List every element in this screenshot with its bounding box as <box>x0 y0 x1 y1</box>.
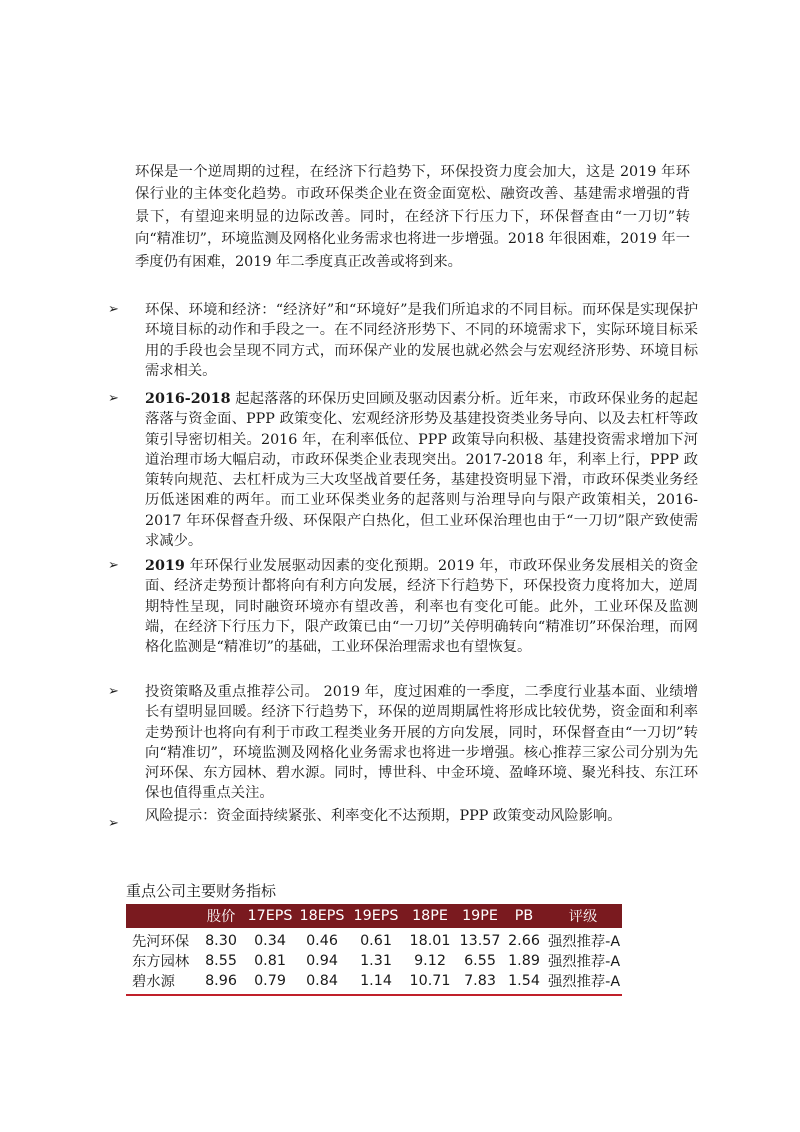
bullet-text <box>145 389 698 551</box>
bullet-text: 投资策略及重点推荐公司。 2019 年，度过困难的一季度，二季度行业基本面、业绩增长有望明显回暖。经济下行趋势下，环保的逆周期属性将形成比较优势，资金面和利率走势预计也将向有利于市政工程类业务开展的方向发展，同时，环保督查由“一刀切”转向“精准切”，环境监测及网格化业务需求也将进一步增强。核心推荐三家公司分别为先河环保、东方园林、碧水源。同时，博世科、中金环境、盈峰环境、聚光科技、东江环保也值得重点关注。 <box>145 684 698 802</box>
table-row <box>126 971 622 995</box>
header-cell-pb: PB <box>504 904 544 928</box>
cell-pb: 1.89 <box>508 953 540 969</box>
header-cell-19eps: 19EPS <box>348 904 404 928</box>
bullet-bold-lead: 2019 <box>145 558 185 574</box>
cell-18pe: 18.01 <box>409 933 451 949</box>
cell-pb: 1.54 <box>504 971 544 995</box>
cell-17eps: 0.79 <box>244 971 296 995</box>
cell-company: 先河环保 <box>132 934 190 950</box>
bullet-text: 风险提示：资金面持续紧张、利率变化不达预期，PPP 政策变动风险影响。 <box>145 808 622 824</box>
intro-paragraph: 环保是一个逆周期的过程，在经济下行趋势下，环保投资力度会加大，这是 2019 年环保行业的主体变化趋势。市政环保类企业在资金面宽松、融资改善、基建需求增强的背景下，有望迎来明显的边际改善。同时，在经济下行压力下，环保督查由“一刀切”转向“精准切”，环境监测及网格化业务需求也将进一步增强。2018 年很困难，2019 年一季度仍有困难，2019 年二季度真正改善或将到来。 <box>135 164 690 270</box>
arrow-bullet-icon: ➢ <box>108 302 119 317</box>
table-row <box>126 928 622 951</box>
header-cell-18eps: 18EPS <box>296 904 348 928</box>
table-header-row <box>126 904 622 928</box>
cell-18pe: 9.12 <box>414 953 446 969</box>
arrow-bullet-icon: ➢ <box>108 558 119 573</box>
cell-18eps: 0.46 <box>306 933 338 949</box>
cell-pb: 2.66 <box>508 933 540 949</box>
header-cell-name <box>126 904 198 928</box>
cell-rating: 强烈推荐-A <box>548 934 621 950</box>
bullet-body: 起起落落的环保历史回顾及驱动因素分析。近年来，市政环保业务的起起落落与资金面、PPP 政策变化、宏观经济形势及基建投资类业务导向、以及去杠杆等政策引导密切相关。2016 年，在利率低位、PPP 政策导向积极、基建投资需求增加下河道治理市场大幅启动，市政环保类企业表现突出。2017-2018 年，利率上行，PPP 政策转向规范、去杠杆成为三大攻坚战首要任务，基建投资明显下滑，市政环保类业务经历低迷困难的两年。而工业环保类业务的起落则与治理导向与限产政策相关，2016-2017 年环保督查升级、环保限产白热化，但工业环保治理也由于“一刀切”限产致使需求减少。 <box>145 391 698 550</box>
cell-19pe: 7.83 <box>456 971 504 995</box>
bullet-bold-lead: 2016-2018 <box>145 391 231 407</box>
cell-19pe: 13.57 <box>459 933 501 949</box>
cell-18eps: 0.84 <box>296 971 348 995</box>
cell-19pe: 6.55 <box>464 953 496 969</box>
cell-company: 碧水源 <box>126 971 198 995</box>
header-cell-17eps: 17EPS <box>244 904 296 928</box>
header-cell-18pe: 18PE <box>404 904 456 928</box>
cell-19eps: 1.31 <box>360 953 392 969</box>
bullet-text <box>145 556 698 657</box>
cell-19eps: 0.61 <box>360 933 392 949</box>
cell-19eps: 1.14 <box>348 971 404 995</box>
cell-price: 8.55 <box>205 953 237 969</box>
bullet-text: 环保、环境和经济：“经济好”和“环境好”是我们所追求的不同目标。而环保是实现保护环境目标的动作和手段之一。在不同经济形势下、不同的环境需求下，实际环境目标采用的手段也会呈现不同方式，而环保产业的发展也就必然会与宏观经济形势、环境目标需求相关。 <box>145 302 698 379</box>
cell-price: 8.30 <box>205 933 237 949</box>
table-title: 重点公司主要财务指标 <box>126 882 277 900</box>
cell-17eps: 0.81 <box>254 953 286 969</box>
table-row <box>126 951 622 971</box>
cell-17eps: 0.34 <box>254 933 286 949</box>
arrow-bullet-icon: ➢ <box>108 816 119 831</box>
cell-rating: 强烈推荐-A <box>544 971 622 995</box>
bullet-body: 年环保行业发展驱动因素的变化预期。2019 年，市政环保业务发展相关的资金面、经济走势预计都将向有利方向发展，经济下行趋势下，环保投资力度将加大，逆周期特性呈现，同时融资环境亦有望改善，利率也有变化可能。此外，工业环保及监测端，在经济下行压力下，限产政策已由“一刀切”关停明确转向“精准切”环保治理，而网格化监测是“精准切”的基础，工业环保治理需求也有望恢复。 <box>145 558 698 656</box>
header-cell-19pe: 19PE <box>456 904 504 928</box>
cell-18pe: 10.71 <box>404 971 456 995</box>
header-cell-rating: 评级 <box>544 904 622 928</box>
cell-price: 8.96 <box>198 971 244 995</box>
arrow-bullet-icon: ➢ <box>108 391 119 406</box>
cell-company: 东方园林 <box>132 954 190 970</box>
cell-rating: 强烈推荐-A <box>548 954 621 970</box>
header-cell-price: 股价 <box>198 904 244 928</box>
financial-table <box>126 904 622 996</box>
arrow-bullet-icon: ➢ <box>108 684 119 699</box>
cell-18eps: 0.94 <box>306 953 338 969</box>
